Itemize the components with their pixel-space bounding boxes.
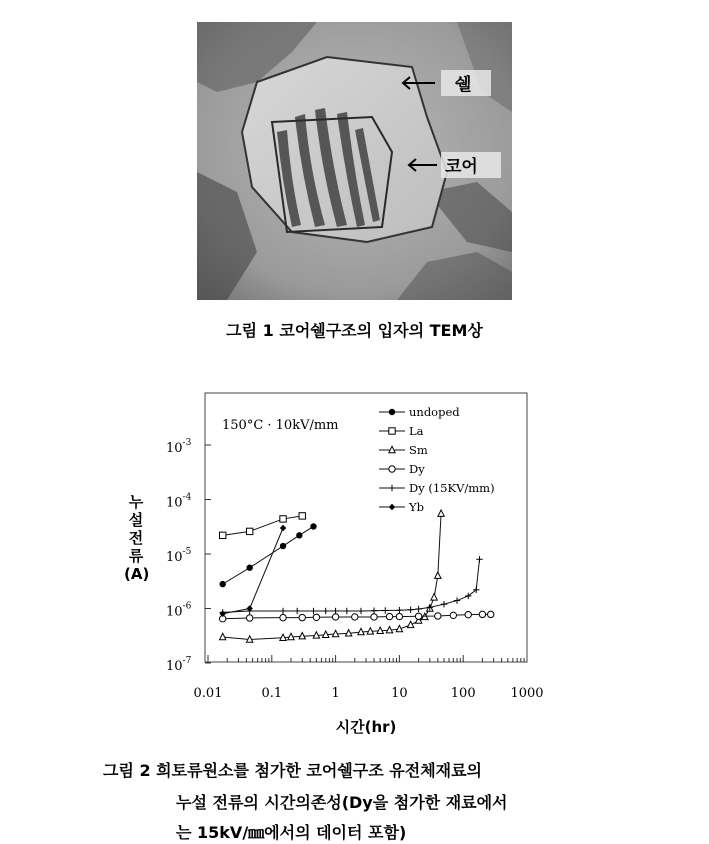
ylabel-char: 설 — [128, 511, 144, 529]
legend-entry — [379, 405, 460, 419]
y-tick-label: $10^{-3}$ — [166, 438, 192, 456]
data-point-plus — [280, 608, 286, 614]
data-point-open-circle — [415, 613, 421, 619]
series-0 — [220, 523, 317, 587]
data-point-open-circle — [313, 614, 319, 620]
data-point-open-circle — [386, 613, 392, 619]
data-point-open-circle — [435, 613, 441, 619]
x-tick-label: 0.01 — [193, 686, 223, 701]
legend-entry — [379, 462, 425, 476]
chart-svg — [108, 380, 558, 738]
data-point-open-circle — [280, 614, 286, 620]
data-point-plus — [476, 556, 482, 562]
data-point-plus — [344, 608, 350, 614]
x-tick-label: 0.1 — [261, 686, 283, 701]
series-line — [223, 516, 303, 535]
data-point-plus — [454, 597, 460, 603]
data-point-plus — [294, 608, 300, 614]
legend-label: La — [409, 424, 424, 438]
legend-entry — [379, 500, 424, 514]
core-label: 코어 — [445, 157, 478, 177]
data-point-filled-diamond — [389, 504, 395, 510]
series-line — [223, 528, 283, 614]
shell-label: 쉘 — [455, 75, 472, 95]
data-point-open-triangle — [407, 621, 413, 627]
data-point-open-circle — [465, 611, 471, 617]
figure2-caption-line3: 는 15kV/㎜에서의 데이터 포함) — [176, 823, 407, 842]
data-point-plus — [382, 607, 388, 613]
tem-image — [197, 22, 512, 300]
legend-entry — [379, 424, 424, 438]
chart-annotation: 150°C · 10kV/mm — [222, 418, 339, 433]
data-point-open-circle — [299, 614, 305, 620]
series-5 — [220, 525, 287, 617]
data-point-filled-circle — [389, 409, 395, 415]
series-3 — [220, 611, 494, 622]
data-point-plus — [389, 485, 395, 491]
data-point-open-circle — [396, 613, 402, 619]
y-tick-label: $10^{-6}$ — [166, 601, 192, 620]
data-point-plus — [310, 608, 316, 614]
data-point-filled-circle — [280, 543, 286, 549]
legend-label: Yb — [409, 500, 424, 514]
data-point-open-circle — [450, 612, 456, 618]
legend-entry — [379, 443, 428, 457]
data-point-open-square — [246, 528, 252, 534]
data-point-open-circle — [371, 614, 377, 620]
data-point-open-triangle — [220, 633, 226, 639]
data-point-open-circle — [389, 466, 395, 472]
y-tick-label: $10^{-4}$ — [166, 492, 192, 511]
x-tick-label: 100 — [450, 686, 476, 701]
data-point-open-triangle — [438, 510, 444, 516]
ylabel-unit: (A) — [124, 565, 150, 583]
data-point-plus — [323, 608, 329, 614]
legend-label: undoped — [409, 405, 460, 419]
data-point-plus — [358, 608, 364, 614]
ylabel-char: 누 — [128, 493, 144, 511]
legend-label: Dy — [409, 462, 425, 476]
figure2-caption-line1: 그림 2 희토류원소를 첨가한 코어쉘구조 유전체재료의 — [103, 761, 483, 780]
legend-label: Sm — [409, 443, 428, 457]
data-point-plus — [407, 607, 413, 613]
legend-entry — [379, 481, 495, 495]
data-point-open-square — [280, 516, 286, 522]
data-point-open-circle — [246, 615, 252, 621]
data-point-open-square — [389, 428, 395, 434]
y-tick-label: $10^{-7}$ — [166, 656, 192, 674]
data-point-filled-circle — [246, 565, 252, 571]
ylabel-char: 전 — [128, 529, 144, 547]
x-axis-label: 시간(hr) — [335, 718, 397, 736]
leakage-current-chart — [108, 380, 558, 738]
data-point-plus — [371, 608, 377, 614]
data-point-plus — [396, 607, 402, 613]
data-point-filled-diamond — [280, 525, 286, 531]
figure1-caption: 그림 1 코어쉘구조의 입자의 TEM상 — [226, 321, 483, 340]
data-point-open-triangle — [435, 572, 441, 578]
series-1 — [220, 513, 306, 539]
data-point-filled-circle — [220, 581, 226, 587]
x-tick-label: 1000 — [510, 686, 544, 701]
data-point-open-square — [299, 513, 305, 519]
data-point-filled-circle — [310, 523, 316, 529]
data-point-open-triangle — [431, 594, 437, 600]
data-point-plus — [415, 606, 421, 612]
data-point-filled-circle — [296, 532, 302, 538]
data-point-plus — [332, 608, 338, 614]
plot-frame — [205, 393, 527, 662]
legend-label: Dy (15KV/mm) — [409, 481, 495, 495]
x-tick-label: 10 — [391, 686, 408, 701]
x-tick-label: 1 — [331, 686, 340, 701]
data-point-open-square — [220, 532, 226, 538]
ylabel-char: 류 — [128, 547, 144, 565]
data-point-open-circle — [479, 611, 485, 617]
series-line — [223, 514, 441, 640]
figure2-caption-line2: 누설 전류의 시간의존성(Dy을 첨가한 재료에서 — [176, 793, 508, 812]
y-tick-label: $10^{-5}$ — [166, 547, 192, 565]
data-point-plus — [441, 601, 447, 607]
data-point-open-circle — [488, 611, 494, 617]
data-point-open-circle — [332, 614, 338, 620]
data-point-open-circle — [352, 614, 358, 620]
